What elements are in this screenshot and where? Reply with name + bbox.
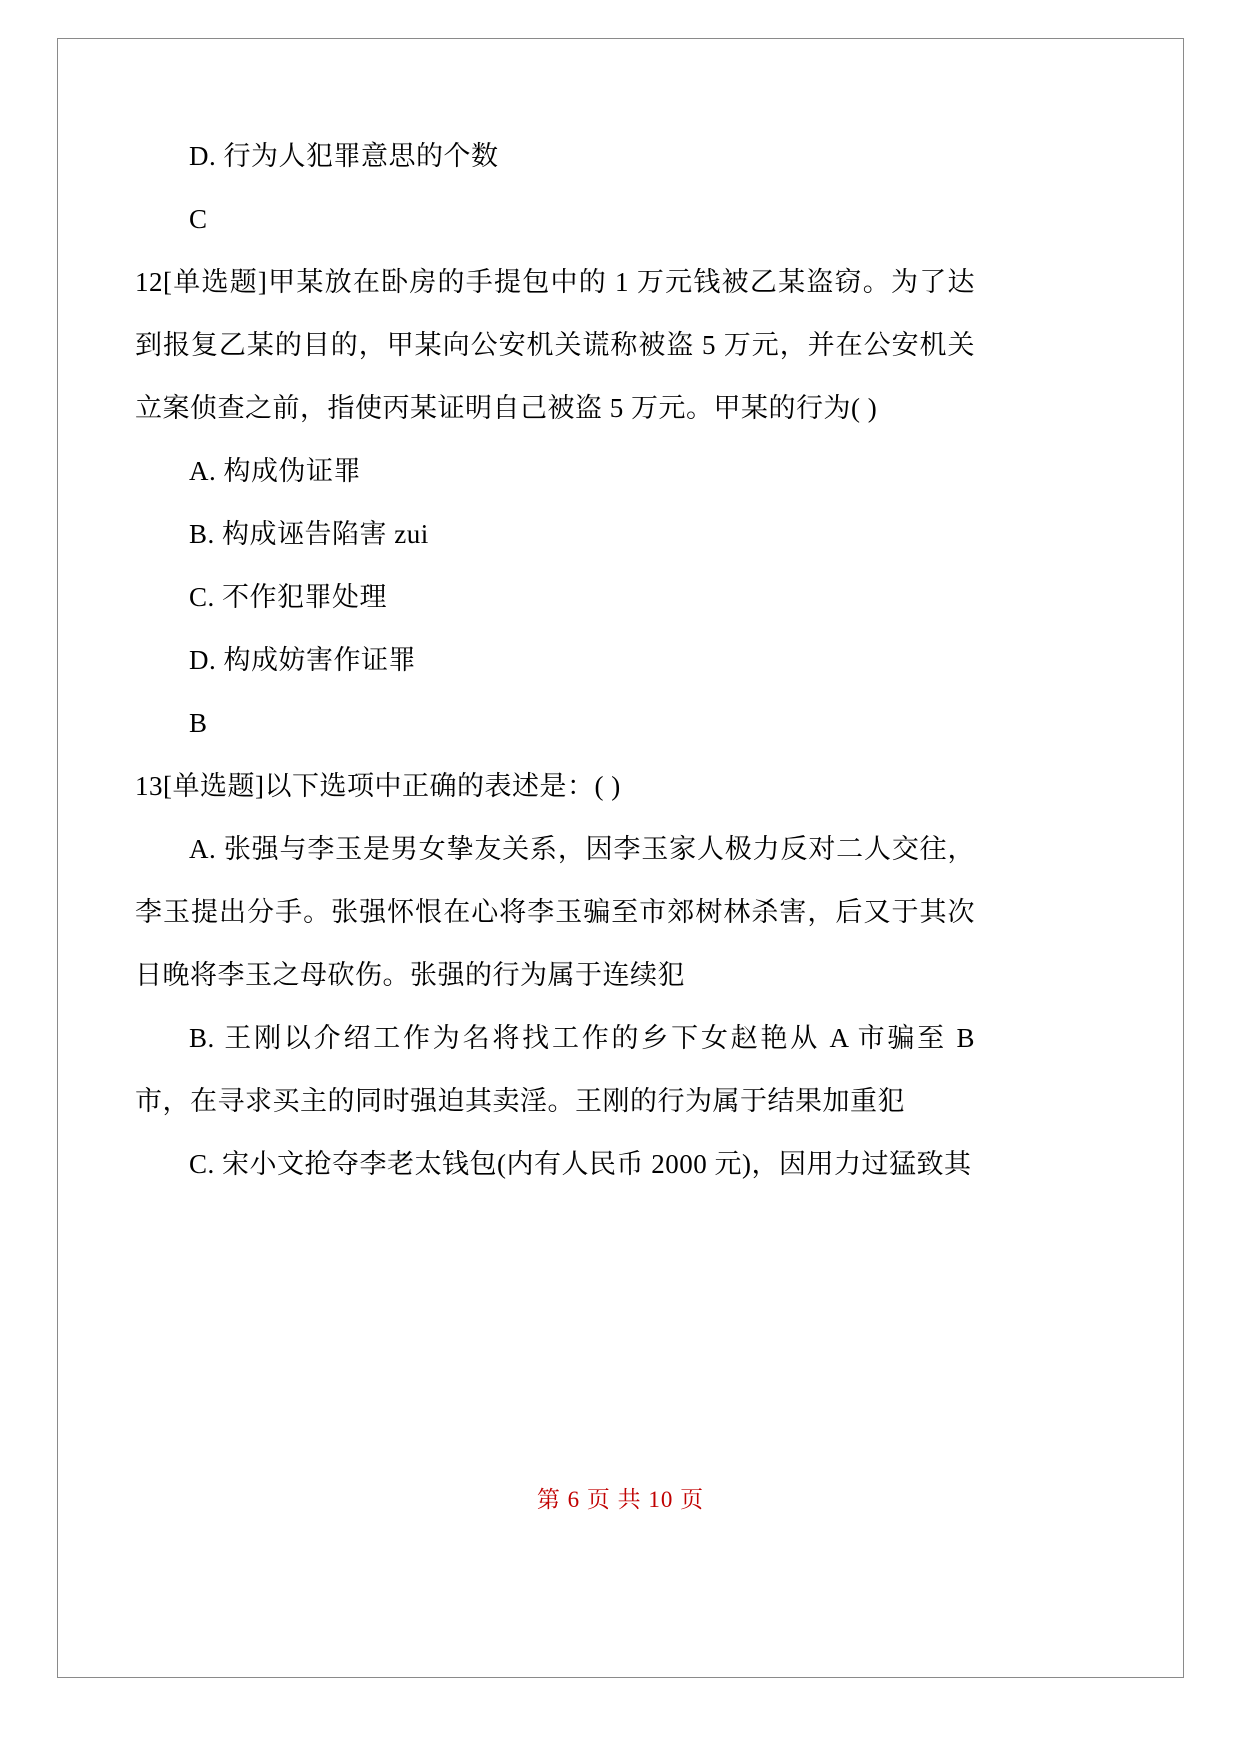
paragraph-q13-option-b: B. 王刚以介绍工作为名将找工作的乡下女赵艳从 A 市骗至 B 市，在寻求买主的同时强迫其卖淫。王刚的行为属于结果加重犯 xyxy=(135,1023,975,1116)
paragraph-question-13-stem: 13[单选题]以下选项中正确的表述是：( ) xyxy=(135,771,621,801)
page-content xyxy=(135,125,975,1196)
paragraph-option-d-prev: D. 行为人犯罪意思的个数 xyxy=(189,141,499,171)
paragraph-q12-option-b: B. 构成诬告陷害 zui xyxy=(189,519,429,549)
paragraph-question-12-stem: 12[单选题]甲某放在卧房的手提包中的 1 万元钱被乙某盗窃。为了达到报复乙某的目的，甲某向公安机关谎称被盗 5 万元，并在公安机关立案侦查之前，指使丙某证明自己被盗 5 万元。甲某的行为( ) xyxy=(135,267,975,423)
paragraph-q13-option-c: C. 宋小文抢夺李老太钱包(内有人民币 2000 元)，因用力过猛致其 xyxy=(189,1149,972,1179)
paragraph-answer-b: B xyxy=(189,708,208,738)
paragraph-q12-option-c: C. 不作犯罪处理 xyxy=(189,582,388,612)
paragraph-q12-option-a: A. 构成伪证罪 xyxy=(189,456,361,486)
page-footer: 第 6 页 共 10 页 xyxy=(536,1487,705,1512)
paragraph-q13-option-a: A. 张强与李玉是男女挚友关系，因李玉家人极力反对二人交往，李玉提出分手。张强怀恨在心将李玉骗至市郊树林杀害，后又于其次日晚将李玉之母砍伤。张强的行为属于连续犯 xyxy=(135,834,975,990)
paragraph-answer-c: C xyxy=(189,204,208,234)
paragraph-q12-option-d: D. 构成妨害作证罪 xyxy=(189,645,416,675)
